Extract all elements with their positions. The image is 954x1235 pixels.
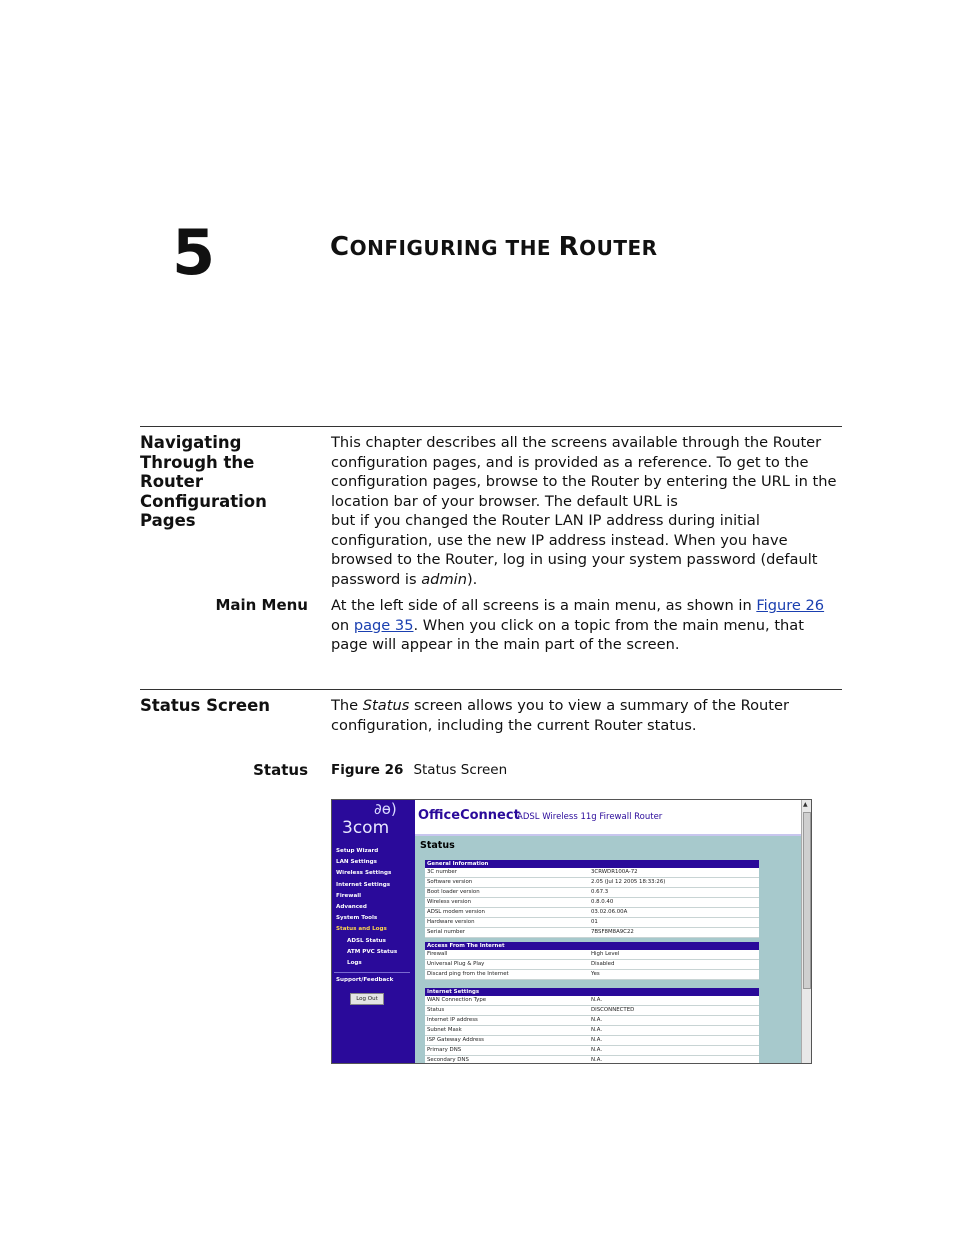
general-info-table xyxy=(425,860,759,938)
table-row: ISP Gateway Address N.A. xyxy=(425,1036,759,1046)
table-row: Hardware version 01 xyxy=(425,918,759,928)
section-body-navigating xyxy=(331,433,843,589)
subheading-status: Status xyxy=(253,761,308,779)
menu-item[interactable]: Firewall xyxy=(336,892,362,899)
page-35-link[interactable]: page 35 xyxy=(353,616,414,634)
table-row: Primary DNS N.A. xyxy=(425,1046,759,1056)
status-body: The Status screen allows you to view a summary of the Router configuration, including the current Router status. xyxy=(331,697,789,734)
menu-subitem[interactable]: ADSL Status xyxy=(347,937,386,944)
menu-item[interactable]: Setup Wizard xyxy=(336,848,379,854)
logout-button[interactable]: Log Out xyxy=(350,993,384,1005)
table-row: Firewall High Level xyxy=(425,950,759,960)
subheading-main-menu: Main Menu xyxy=(215,596,308,614)
figure-caption: Figure 26 Status Screen xyxy=(331,762,508,778)
internet-settings-table xyxy=(425,988,759,1064)
access-table xyxy=(425,942,759,980)
table-row: Status DISCONNECTED xyxy=(425,1006,759,1016)
table-row: ADSL modem version 03.02.06.00A xyxy=(425,908,759,918)
scroll-up-icon[interactable]: ▲ xyxy=(803,801,808,808)
table-row: Subnet Mask N.A. xyxy=(425,1026,759,1036)
main-menu-body: At the left side of all screens is a main menu, as shown in Figure 26 on page 35. When you click on a topic from the main menu, that page will appear in the main part of the screen. xyxy=(331,597,825,653)
section-heading-status: Status Screen xyxy=(140,696,271,715)
menu-item-active[interactable]: Status and Logs xyxy=(336,926,387,933)
paragraph: This chapter describes all the screens available through the Router configuration pages, and is provided as a reference. To get to the configuration pages, browse to the Router by entering the URL in the location bar of your browser. The default URL is xyxy=(331,434,837,510)
3com-logo: ∂ɵ) 3com xyxy=(342,800,397,838)
router-sidebar xyxy=(332,800,415,1063)
screen-title: Status xyxy=(420,840,455,851)
router-header xyxy=(415,800,802,836)
table-header: Internet Settings xyxy=(425,988,759,996)
menu-item[interactable]: Advanced xyxy=(336,904,367,911)
section-heading-navigating: Navigating Through the Router Configuration Pages xyxy=(140,433,267,530)
table-row: Wireless version 0.8.0.40 xyxy=(425,898,759,908)
chapter-title: CONFIGURING THE ROUTER xyxy=(330,232,658,262)
menu-subitem[interactable]: Logs xyxy=(347,960,362,967)
menu-item[interactable]: Support/Feedback xyxy=(336,977,394,984)
table-row: Boot loader version 0.67.3 xyxy=(425,888,759,898)
chapter-number: 5 xyxy=(172,216,216,289)
menu-item[interactable]: Wireless Settings xyxy=(336,870,392,877)
router-menu xyxy=(336,846,410,986)
table-row: Internet IP address N.A. xyxy=(425,1016,759,1026)
table-row: Secondary DNS N.A. xyxy=(425,1056,759,1064)
table-header: Access From The Internet xyxy=(425,942,759,950)
section-rule xyxy=(140,426,842,427)
status-screenshot xyxy=(331,799,812,1064)
menu-item[interactable]: Internet Settings xyxy=(336,881,391,888)
brand: OfficeConnect xyxy=(418,808,520,823)
table-row: Serial number 7BSF8M8A9C22 xyxy=(425,928,759,938)
product-name: ADSL Wireless 11g Firewall Router xyxy=(517,812,663,822)
scrollbar[interactable] xyxy=(801,800,811,1063)
table-row: Universal Plug & Play Disabled xyxy=(425,960,759,970)
menu-item[interactable]: LAN Settings xyxy=(336,859,377,866)
table-row: Software version 2.05 (Jul 12 2005 18:33:26) xyxy=(425,878,759,888)
section-rule xyxy=(140,689,842,690)
paragraph: but if you changed the Router LAN IP address during initial configuration, use the new IP address instead. When you have browsed to the Router, log in using your system password (default password is admin). xyxy=(331,512,818,588)
menu-subitem[interactable]: ATM PVC Status xyxy=(347,948,398,955)
scroll-thumb[interactable] xyxy=(803,812,811,989)
table-row: 3C number 3CRWDR100A-72 xyxy=(425,868,759,878)
figure-26-link[interactable]: Figure 26 xyxy=(756,597,825,614)
menu-divider xyxy=(334,972,410,973)
table-header: General Information xyxy=(425,860,759,868)
menu-item[interactable]: System Tools xyxy=(336,915,378,922)
table-row: Discard ping from the Internet Yes xyxy=(425,970,759,980)
table-row: WAN Connection Type N.A. xyxy=(425,996,759,1006)
